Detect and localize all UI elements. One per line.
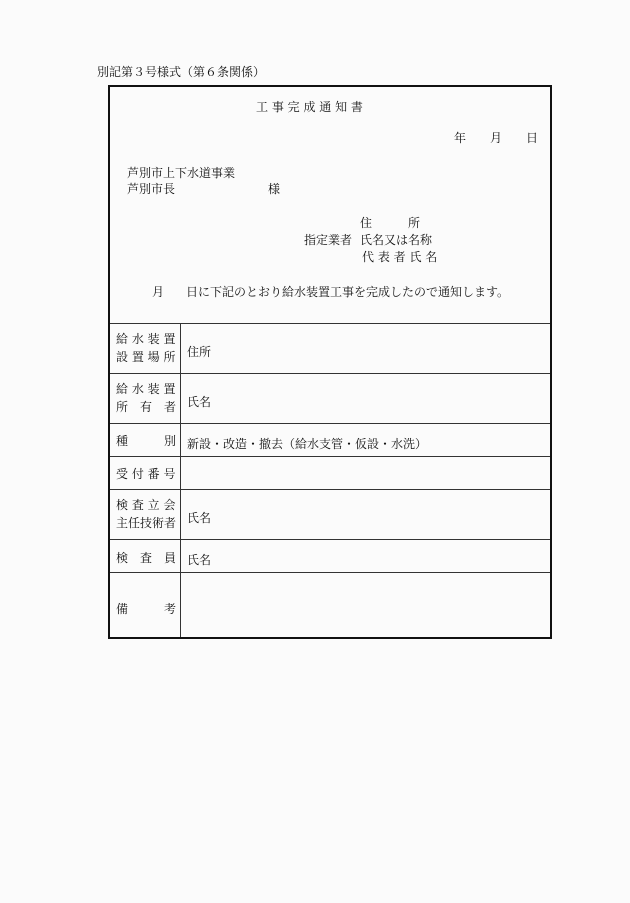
- form-title: 工 事 完 成 通 知 書: [256, 100, 363, 114]
- contractor-address-label: 住 所: [360, 216, 421, 230]
- inspector-label: 検 査 員: [116, 551, 177, 565]
- type-value: 新設・改造・撤去（給水支管・仮設・水洗）: [187, 437, 428, 451]
- remarks-label: 備 考: [116, 602, 176, 616]
- date-day: 日: [526, 131, 539, 145]
- date-year: 年: [454, 131, 467, 145]
- owner-label: 給 水 装 置 所 有 者: [116, 382, 177, 414]
- addressee-organization: 芦別市上下水道事業: [127, 166, 236, 180]
- row-divider: [110, 572, 550, 573]
- row-divider: [110, 373, 550, 374]
- completion-month: 月: [152, 285, 165, 299]
- contractor-name-label: 氏名又は名称: [360, 233, 433, 247]
- completion-notice-form: [108, 85, 552, 639]
- contractor-role-label: 指定業者: [304, 233, 353, 247]
- completion-statement: 日に下記のとおり給水装置工事を完成したので通知します。: [186, 285, 510, 299]
- contractor-representative-label: 代 表 者 氏 名: [362, 250, 438, 264]
- row-divider: [110, 423, 550, 424]
- form-number-label: 別記第３号様式（第６条関係）: [97, 65, 266, 79]
- row-divider: [110, 489, 550, 490]
- row-divider: [110, 539, 550, 540]
- inspector-value: 氏名: [187, 553, 212, 567]
- installation-location-value: 住所: [187, 345, 212, 359]
- type-label: 種 別: [116, 434, 176, 448]
- owner-value: 氏名: [187, 395, 212, 409]
- table-top-divider: [110, 323, 550, 324]
- installation-location-label: 給 水 装 置 設 置 場 所: [116, 332, 176, 364]
- table-label-divider: [180, 323, 181, 637]
- addressee-honorific: 様: [268, 182, 281, 196]
- date-month: 月: [490, 131, 503, 145]
- receipt-number-label: 受 付 番 号: [116, 467, 176, 481]
- witness-engineer-label: 検 査 立 会 主任技術者: [116, 498, 177, 530]
- witness-engineer-value: 氏名: [187, 511, 212, 525]
- row-divider: [110, 456, 550, 457]
- addressee-mayor: 芦別市長: [127, 182, 176, 196]
